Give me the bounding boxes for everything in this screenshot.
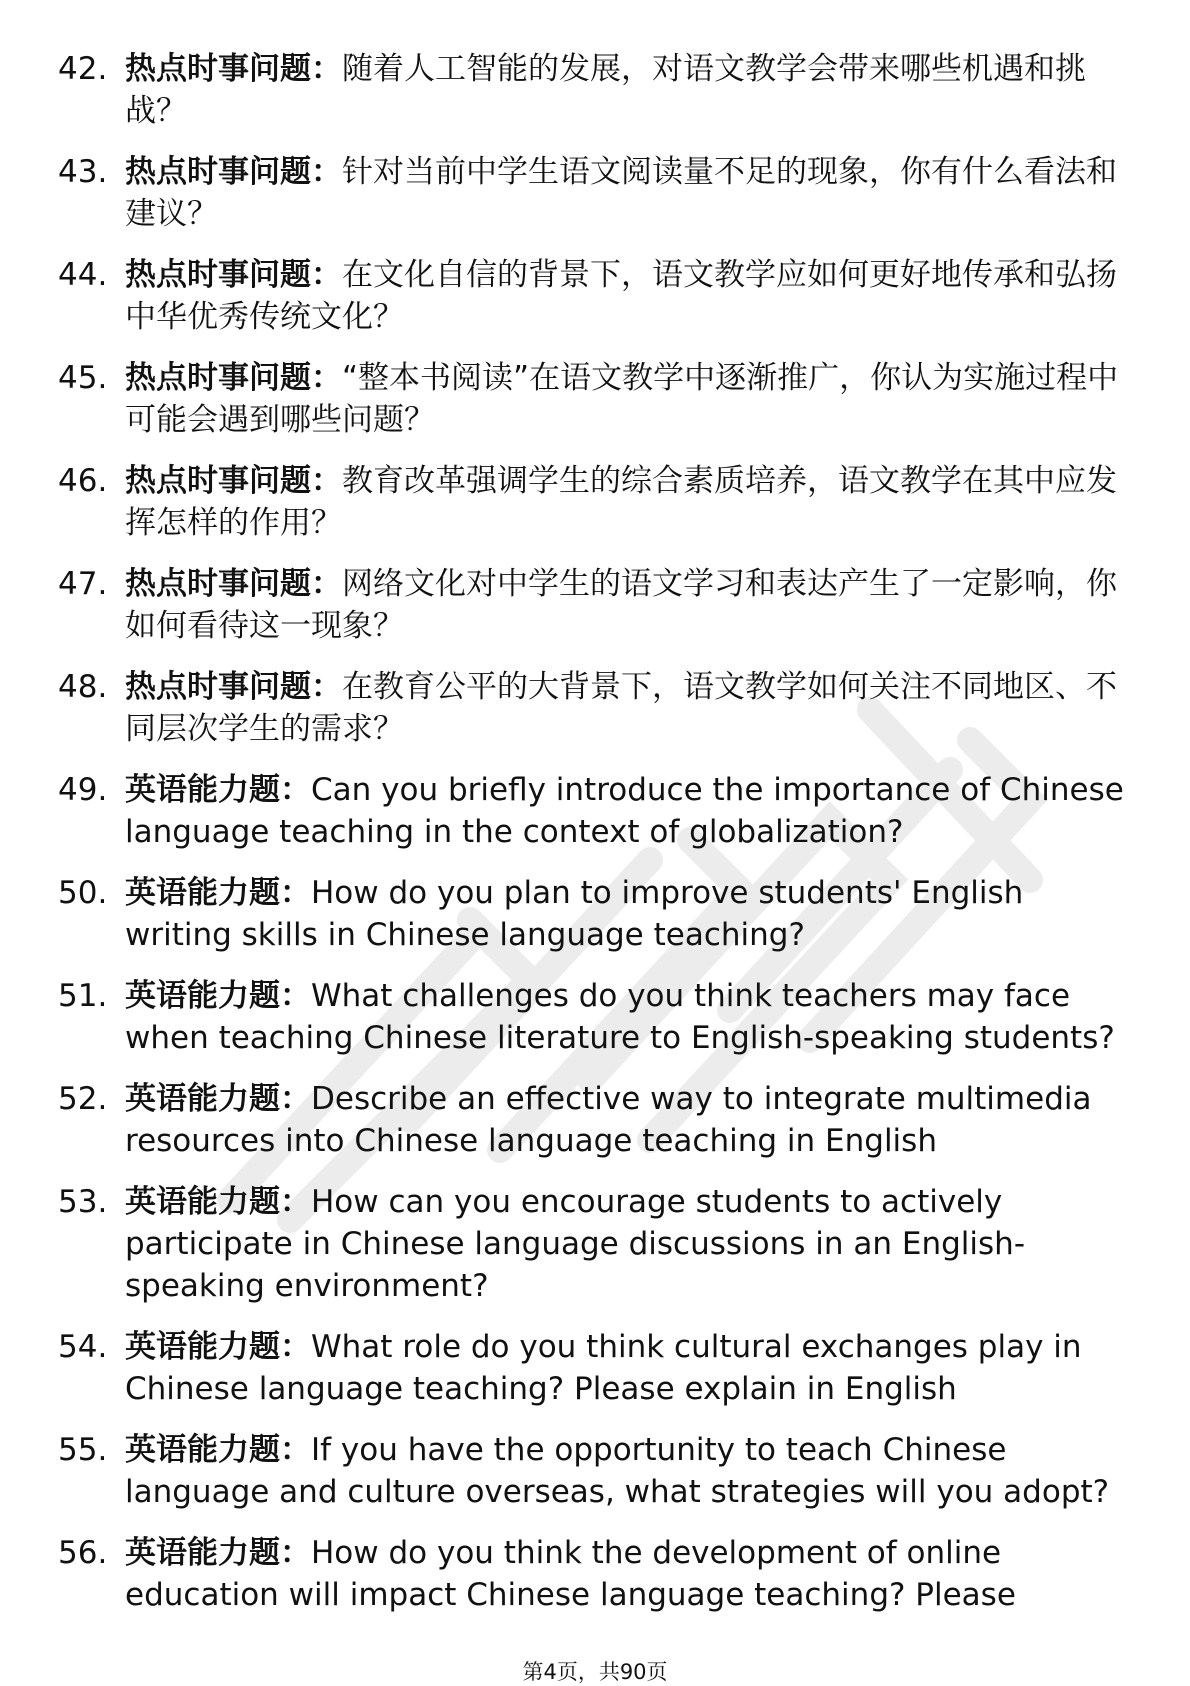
question-category: 英语能力题：	[125, 978, 311, 1014]
question-number: 54.	[58, 1329, 108, 1365]
question-text: 在教育公平的大背景下，语文教学如何关注不同地区、不同层次学生的需求？	[125, 669, 1117, 747]
question-category: 热点时事问题：	[125, 669, 342, 705]
question-item	[58, 151, 1128, 235]
question-text: 针对当前中学生语文阅读量不足的现象，你有什么看法和建议？	[125, 154, 1117, 232]
question-number: 52.	[58, 1081, 108, 1117]
question-category: 英语能力题：	[125, 1184, 311, 1220]
question-item	[58, 1429, 1128, 1513]
question-text: If you have the opportunity to teach Chinese language and culture overseas, what strategies will you adopt?	[125, 1432, 1110, 1510]
question-category: 热点时事问题：	[125, 566, 342, 602]
question-item	[58, 1326, 1128, 1410]
question-item	[58, 1532, 1128, 1616]
question-item	[58, 563, 1128, 647]
question-number: 50.	[58, 875, 108, 911]
question-category: 英语能力题：	[125, 875, 311, 911]
question-category: 热点时事问题：	[125, 51, 342, 87]
question-item	[58, 1181, 1128, 1307]
question-number: 45.	[58, 360, 108, 396]
question-text: 在文化自信的背景下，语文教学应如何更好地传承和弘扬中华优秀传统文化？	[125, 257, 1117, 335]
question-category: 英语能力题：	[125, 1329, 311, 1365]
question-category: 英语能力题：	[125, 1535, 311, 1571]
question-number: 48.	[58, 669, 108, 705]
question-item	[58, 1078, 1128, 1162]
question-item	[58, 769, 1128, 853]
question-category: 英语能力题：	[125, 772, 311, 808]
question-text: 教育改革强调学生的综合素质培养，语文教学在其中应发挥怎样的作用？	[125, 463, 1117, 541]
question-category: 英语能力题：	[125, 1081, 311, 1117]
question-number: 55.	[58, 1432, 108, 1468]
question-text: What challenges do you think teachers may face when teaching Chinese literature to English-speaking students?	[125, 978, 1115, 1056]
question-list	[58, 48, 1128, 1616]
question-number: 43.	[58, 154, 108, 190]
question-item	[58, 48, 1128, 132]
question-text: How do you plan to improve students' English writing skills in Chinese language teaching?	[125, 875, 1024, 953]
question-text: How can you encourage students to actively participate in Chinese language discussions in an English-speaking environment?	[125, 1184, 1025, 1304]
question-text: “整本书阅读”在语文教学中逐渐推广，你认为实施过程中可能会遇到哪些问题？	[125, 360, 1119, 438]
question-item	[58, 666, 1128, 750]
question-text: 网络文化对中学生的语文学习和表达产生了一定影响，你如何看待这一现象？	[125, 566, 1117, 644]
question-text: Can you briefly introduce the importance of Chinese language teaching in the context of globalization?	[125, 772, 1124, 850]
question-text: 随着人工智能的发展，对语文教学会带来哪些机遇和挑战？	[125, 51, 1086, 129]
question-number: 56.	[58, 1535, 108, 1571]
question-number: 44.	[58, 257, 108, 293]
question-item	[58, 254, 1128, 338]
page-number-footer: 第4页，共90页	[522, 1660, 668, 1684]
question-item	[58, 460, 1128, 544]
question-item	[58, 975, 1128, 1059]
question-number: 47.	[58, 566, 108, 602]
question-number: 49.	[58, 772, 108, 808]
question-category: 英语能力题：	[125, 1432, 311, 1468]
question-number: 51.	[58, 978, 108, 1014]
question-text: Describe an effective way to integrate multimedia resources into Chinese language teaching in English	[125, 1081, 1092, 1159]
question-number: 46.	[58, 463, 108, 499]
question-category: 热点时事问题：	[125, 463, 342, 499]
question-number: 53.	[58, 1184, 108, 1220]
question-category: 热点时事问题：	[125, 154, 342, 190]
question-item	[58, 357, 1128, 441]
question-category: 热点时事问题：	[125, 360, 342, 396]
question-item	[58, 872, 1128, 956]
question-text: How do you think the development of online education will impact Chinese language teaching? Please	[125, 1535, 1016, 1613]
question-text: What role do you think cultural exchanges play in Chinese language teaching? Please explain in English	[125, 1329, 1082, 1407]
question-list-section	[58, 48, 1128, 1635]
question-number: 42.	[58, 51, 108, 87]
question-category: 热点时事问题：	[125, 257, 342, 293]
